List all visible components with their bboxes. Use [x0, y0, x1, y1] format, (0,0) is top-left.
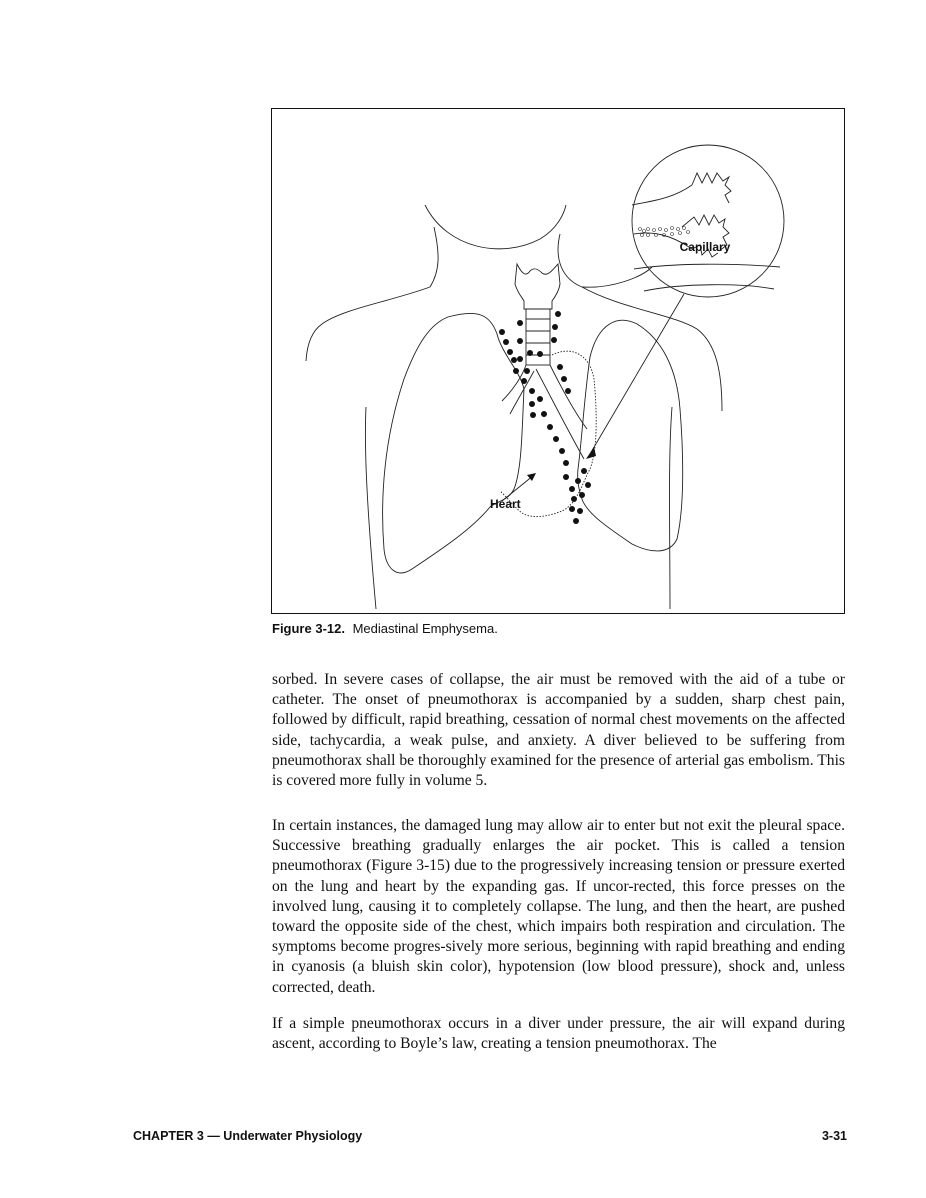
larynx: [515, 264, 560, 309]
page-number: 3-31: [821, 1129, 847, 1143]
capillary-bubbles: [639, 227, 690, 237]
figure-mediastinal-emphysema: [271, 108, 845, 614]
neck-left: [430, 227, 438, 287]
heart-label: Heart: [490, 497, 521, 511]
right-bronchus: [550, 365, 587, 429]
paragraph-1: sorbed. In severe cases of collapse, the air must be removed with the aid of a tube or catheter. The onset of pneumothorax is accompanied by a sudden, sharp chest pain, followed by difficult, rapid breathing, cessation of normal chest movements on the affected side, tachycardia, a weak pulse, and anxiety. A diver believed to be suffering from pneumothorax shall be thoroughly examined for the presence of arterial gas embolism. This is covered more fully in volume 5.: [272, 671, 845, 790]
left-shoulder: [306, 287, 430, 361]
magnified-view: [632, 145, 784, 297]
paragraph-3: If a simple pneumothorax occurs in a diver under pressure, the air will expand during ascent, according to Boyle’s law, creating a tension pneumothorax. The: [272, 1015, 845, 1053]
paragraph-2: In certain instances, the damaged lung may allow air to enter but not exit the pleural space. Successive breathing gradually enlarges the air pocket. This is called a tension pneumothorax (Figure 3-15) due to the progressively increasing tension or pressure exerted on the lung and heart by the expanding gas. If uncor-rected, this force presses on the involved lung, causing it to completely collapse. The lung, and then the heart, are pushed toward the opposite side of the chest, which impairs both respiration and circulation. The symptoms become progres-sively more serious, beginning with rapid breathing and ending in cyanosis (a bluish skin color), hypotension (low blood pressure), shock and, unless corrected, death.: [272, 817, 845, 996]
magnifier-pointer: [590, 294, 684, 454]
figure-title: Mediastinal Emphysema.: [352, 621, 498, 636]
trachea: [526, 309, 550, 365]
figure-number: Figure 3-12.: [272, 621, 345, 636]
capillary-arrowhead: [586, 447, 596, 459]
capillary-label: Capillary: [679, 240, 731, 254]
chin-outline: [425, 205, 566, 249]
right-lung: [578, 320, 683, 551]
page-footer: [133, 1129, 847, 1143]
neck-right: [558, 234, 582, 287]
magnifier-leader-left: [582, 267, 652, 287]
figure-caption: [272, 621, 498, 636]
chapter-title: CHAPTER 3 — Underwater Physiology: [133, 1129, 363, 1143]
left-torso: [365, 407, 376, 609]
left-lung: [383, 313, 524, 573]
anatomy-illustration: [272, 109, 844, 613]
right-torso: [670, 407, 673, 609]
